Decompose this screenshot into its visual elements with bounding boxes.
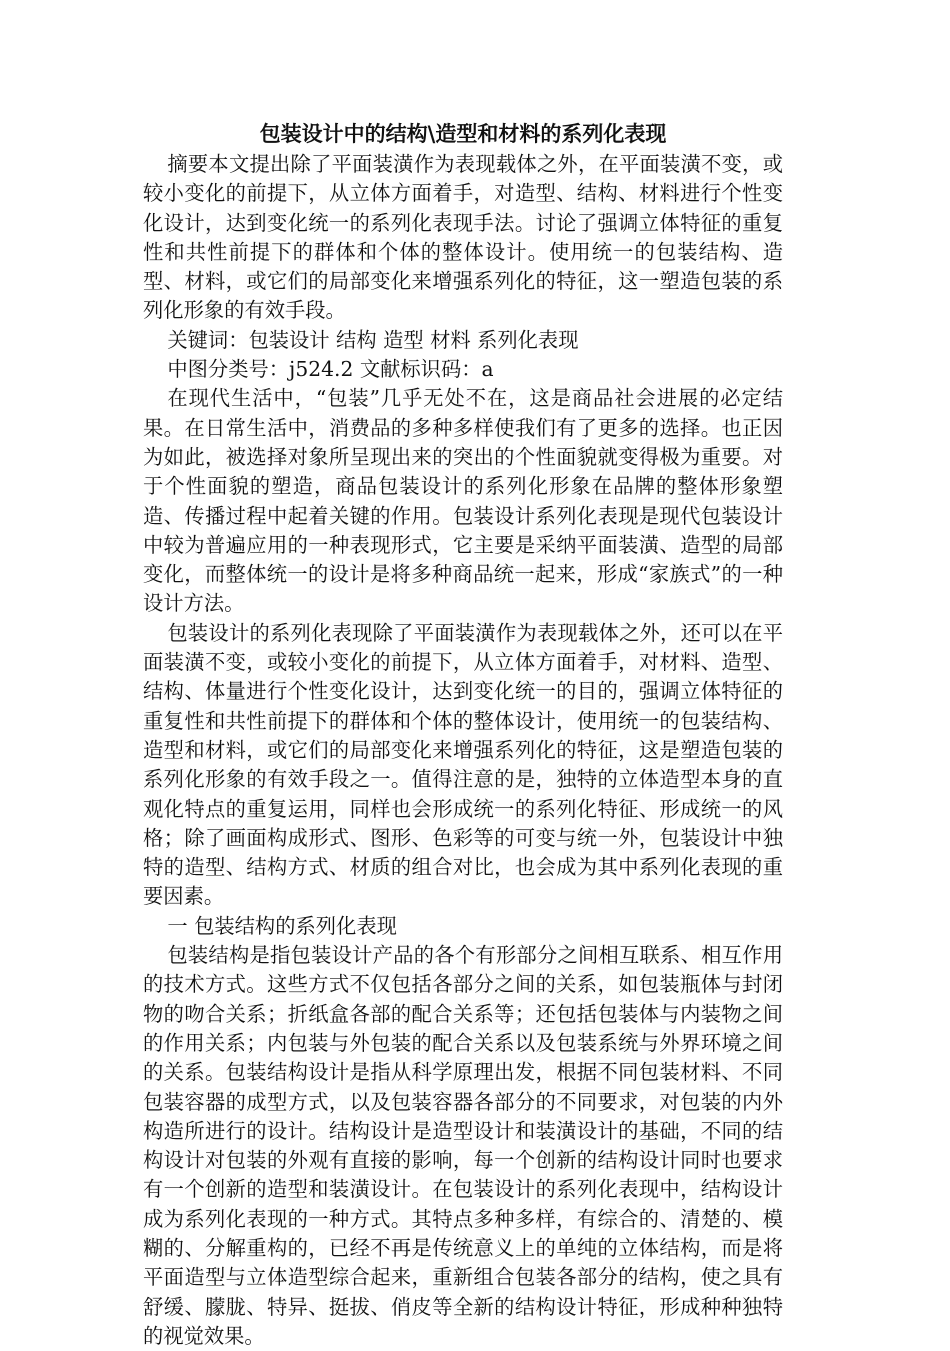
body-paragraph-2: 包装设计的系列化表现除了平面装潢作为表现载体之外，还可以在平面装潢不变，或较小变化的前提下，从立体方面着手，对材料、造型、结构、体量进行个性变化设计，达到变化统一的目的，强调立体特征的重复性和共性前提下的群体和个体的整体设计，使用统一的包装结构、造型和材料，或它们的局部变化来增强系列化的特征，这是塑造包装的系列化形象的有效手段之一。值得注意的是，独特的立体造型本身的直观化特点的重复运用，同样也会形成统一的系列化特征、形成统一的风格；除了画面构成形式、图形、色彩等的可变与统一外，包装设计中独特的造型、结构方式、材质的组合对比，也会成为其中系列化表现的重要因素。 bbox=[143, 620, 783, 909]
document-page bbox=[143, 118, 783, 1351]
classification-line: 中图分类号：j524.2 文献标识码：a bbox=[167, 357, 494, 382]
section-heading-1: 一 包装结构的系列化表现 bbox=[167, 913, 397, 938]
keywords-line: 关键词：包装设计 结构 造型 材料 系列化表现 bbox=[167, 327, 579, 352]
document-title: 包装设计中的结构\造型和材料的系列化表现 bbox=[259, 121, 667, 146]
abstract-paragraph: 摘要本文提出除了平面装潢作为表现载体之外，在平面装潢不变，或较小变化的前提下，从立体方面着手，对造型、结构、材料进行个性变化设计，达到变化统一的系列化表现手法。讨论了强调立体特征的重复性和共性前提下的群体和个体的整体设计。使用统一的包装结构、造型、材料，或它们的局部变化来增强系列化的特征，这一塑造包装的系列化形象的有效手段。 bbox=[143, 152, 783, 323]
body-paragraph-1: 在现代生活中，“包装”几乎无处不在，这是商品社会进展的必定结果。在日常生活中，消费品的多种多样使我们有了更多的选择。也正因为如此，被选择对象所呈现出来的突出的个性面貌就变得极为重要。对于个性面貌的塑造，商品包装设计的系列化形象在品牌的整体形象塑造、传播过程中起着关键的作用。包装设计系列化表现是现代包装设计中较为普遍应用的一种表现形式，它主要是采纳平面装潢、造型的局部变化，而整体统一的设计是将多种商品统一起来，形成“家族式”的一种设计方法。 bbox=[143, 386, 783, 616]
body-paragraph-3: 包装结构是指包装设计产品的各个有形部分之间相互联系、相互作用的技术方式。这些方式不仅包括各部分之间的关系，如包装瓶体与封闭物的吻合关系；折纸盒各部的配合关系等；还包括包装体与内装物之间的作用关系；内包装与外包装的配合关系以及包装系统与外界环境之间的关系。包装结构设计是指从科学原理出发，根据不同包装材料、不同包装容器的成型方式，以及包装容器各部分的不同要求，对包装的内外构造所进行的设计。结构设计是造型设计和装潢设计的基础，不同的结构设计对包装的外观有直接的影响，每一个创新的结构设计同时也要求有一个创新的造型和装潢设计。在包装设计的系列化表现中，结构设计成为系列化表现的一种方式。其特点多种多样，有综合的、清楚的、模糊的、分解重构的，已经不再是传统意义上的单纯的立体结构，而是将平面造型与立体造型综合起来，重新组合包装各部分的结构，使之具有舒缓、朦胧、特异、挺拔、俏皮等全新的结构设计特征，形成种种独特的视觉效果。 bbox=[143, 943, 783, 1348]
